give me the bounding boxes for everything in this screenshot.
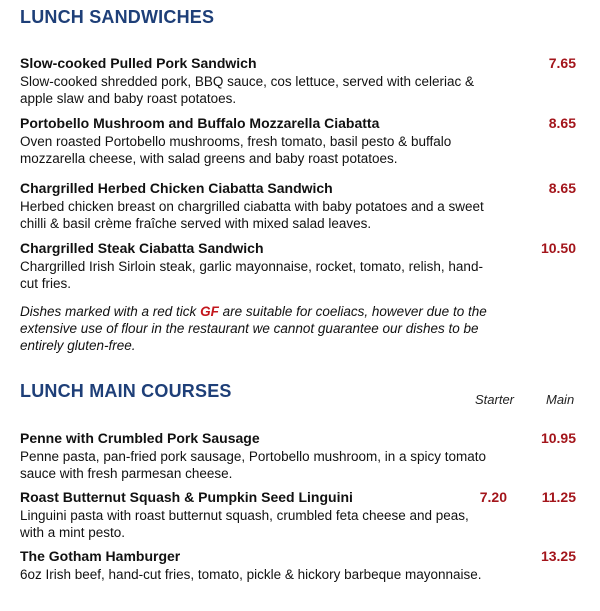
item-description: Chargrilled Irish Sirloin steak, garlic mayonnaise, rocket, tomato, relish, hand-cut fries.: [20, 259, 483, 291]
item-name: Portobello Mushroom and Buffalo Mozzarella Ciabatta: [20, 115, 380, 131]
menu-item-butternut-linguini: [20, 489, 580, 541]
item-name: Chargrilled Steak Ciabatta Sandwich: [20, 240, 264, 256]
column-header-main: Main: [546, 392, 575, 407]
item-name: Slow-cooked Pulled Pork Sandwich: [20, 55, 257, 71]
item-name: The Gotham Hamburger: [20, 548, 181, 564]
item-price: 8.65: [548, 180, 576, 196]
menu-item-portobello-ciabatta: [20, 115, 580, 167]
item-description: Linguini pasta with roast butternut squash, crumbled feta cheese and peas, with a mint pesto.: [20, 508, 469, 540]
item-price-main: 13.25: [540, 548, 576, 564]
note-text-before: Dishes marked with a red tick: [20, 304, 201, 319]
menu-item-herbed-chicken: [20, 180, 580, 232]
section-title-lunch-sandwiches: LUNCH SANDWICHES: [20, 7, 215, 27]
item-description: 6oz Irish beef, hand-cut fries, tomato, pickle & hickory barbeque mayonnaise.: [20, 567, 482, 582]
item-description: Penne pasta, pan-fried pork sausage, Portobello mushroom, in a spicy tomato sauce with fresh parmesan cheese.: [20, 449, 487, 481]
item-price: 8.65: [548, 115, 576, 131]
note-text-after: are suitable for coeliacs, however due to the extensive use of flour in the restaurant we cannot guarantee our dishes to be entirely gluten-free.: [20, 304, 487, 353]
menu-item-penne-sausage: [20, 430, 580, 482]
column-header-starter: Starter: [475, 392, 515, 407]
item-price-starter: 7.20: [479, 489, 507, 505]
menu-item-pulled-pork: [20, 55, 580, 107]
item-description: Slow-cooked shredded pork, BBQ sauce, cos lettuce, served with celeriac & apple slaw and baby roast potatoes.: [20, 74, 474, 106]
item-price: 10.50: [540, 240, 576, 256]
menu-item-gotham-hamburger: [20, 548, 580, 583]
item-price-main: 10.95: [540, 430, 576, 446]
menu-item-steak-ciabatta: [20, 240, 580, 292]
item-description: Oven roasted Portobello mushrooms, fresh tomato, basil pesto & buffalo mozzarella cheese, with salad greens and baby roast potatoes.: [20, 134, 452, 166]
item-description: Herbed chicken breast on chargrilled ciabatta with baby potatoes and a sweet chilli & basil crème fraîche served with mixed salad leaves.: [20, 199, 484, 231]
item-price-main: 11.25: [541, 489, 576, 505]
item-name: Roast Butternut Squash & Pumpkin Seed Linguini: [20, 489, 353, 505]
gf-marker: GF: [200, 304, 219, 319]
section-title-lunch-main-courses: LUNCH MAIN COURSES: [20, 381, 232, 401]
item-name: Penne with Crumbled Pork Sausage: [20, 430, 260, 446]
item-name: Chargrilled Herbed Chicken Ciabatta Sandwich: [20, 180, 333, 196]
gluten-free-note: [20, 303, 500, 354]
item-price: 7.65: [548, 55, 576, 71]
